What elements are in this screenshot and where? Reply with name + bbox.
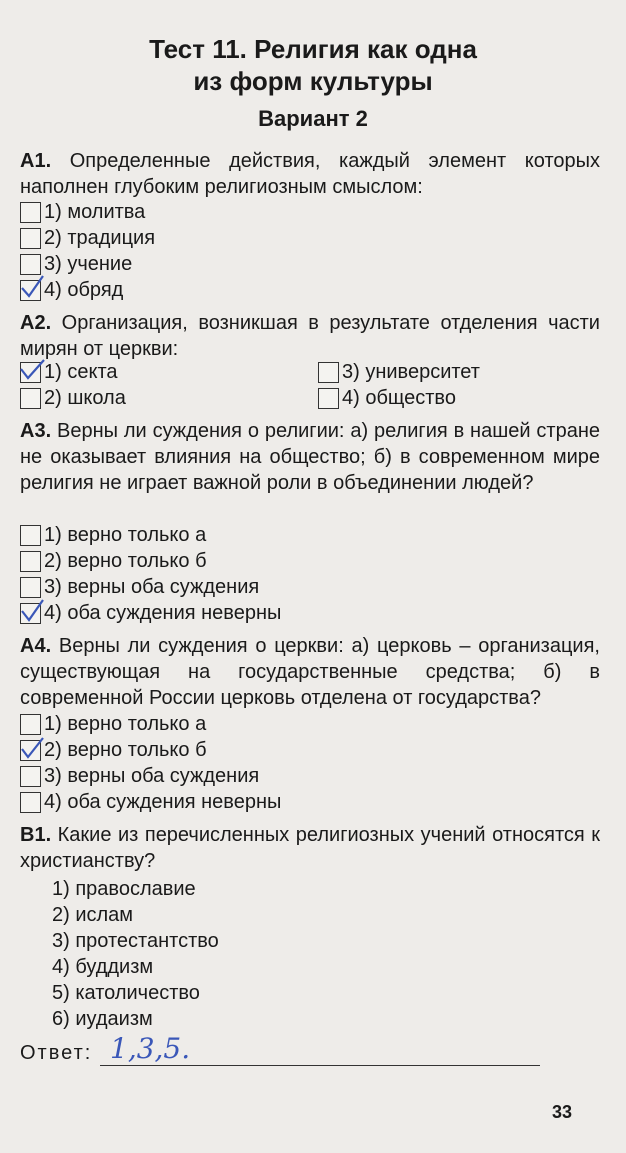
option-label: 3) верны оба суждения	[44, 576, 260, 598]
test-title-line-1: Тест 11. Религия как одна	[149, 34, 477, 64]
a2-option-2[interactable]	[20, 386, 126, 410]
checkbox[interactable]	[20, 714, 41, 735]
a1-option-2[interactable]	[20, 226, 155, 250]
a3-option-1[interactable]	[20, 523, 206, 547]
page-number: 33	[552, 1102, 573, 1122]
question-a4	[20, 633, 600, 711]
checkbox-checked[interactable]	[20, 740, 41, 761]
question-text: Определенные действия, каждый элемент которых наполнен глубоким религиозным смыслом:	[20, 150, 600, 198]
question-text: Верны ли суждения о церкви: а) церковь – организация, существующая на государственные средства; б) в современной России церковь отделена от государства?	[20, 635, 600, 709]
option-label: 2) верно только б	[44, 739, 207, 761]
a1-option-3[interactable]	[20, 252, 132, 276]
checkmark-icon	[19, 597, 45, 625]
checkbox[interactable]	[20, 766, 41, 787]
option-label: 3) верны оба суждения	[44, 765, 260, 787]
option-label: 1) секта	[44, 361, 118, 383]
answer-line	[100, 1065, 540, 1066]
checkmark-icon	[19, 274, 45, 302]
question-text: Верны ли суждения о религии: а) религия в нашей стране не оказывает влияния на общество; б) в современном мире религия не играет важной роли в объединении людей?	[20, 420, 600, 494]
option-label: 2) традиция	[44, 227, 156, 249]
question-a2	[20, 310, 600, 362]
a1-option-1[interactable]	[20, 200, 145, 224]
checkmark-icon	[19, 734, 45, 762]
option-label: 1) молитва	[44, 201, 146, 223]
a2-option-1[interactable]	[20, 360, 118, 384]
checkbox[interactable]	[20, 228, 41, 249]
question-number: А3.	[20, 420, 52, 442]
question-number: В1.	[20, 824, 52, 846]
checkbox[interactable]	[20, 254, 41, 275]
checkbox[interactable]	[318, 362, 339, 383]
option-label: 4) оба суждения неверны	[44, 791, 282, 813]
b1-item-1: 1) православие	[52, 878, 196, 900]
option-label: 2) верно только б	[44, 550, 207, 572]
checkbox[interactable]	[20, 551, 41, 572]
checkbox[interactable]	[20, 577, 41, 598]
question-b1	[20, 822, 600, 874]
answer-handwritten[interactable]: 1,3,5.	[110, 1032, 191, 1065]
question-text: Какие из перечисленных религиозных учений относятся к христианству?	[20, 824, 600, 872]
a1-option-4[interactable]	[20, 278, 123, 302]
b1-item-6: 6) иудаизм	[52, 1008, 153, 1030]
question-a3	[20, 418, 600, 496]
a3-option-2[interactable]	[20, 549, 207, 573]
checkbox[interactable]	[20, 202, 41, 223]
b1-item-4: 4) буддизм	[52, 956, 154, 978]
option-label: 1) верно только а	[44, 524, 207, 546]
question-number: А2.	[20, 312, 52, 334]
b1-item-5: 5) католичество	[52, 982, 200, 1004]
checkbox-checked[interactable]	[20, 603, 41, 624]
b1-item-3: 3) протестантство	[52, 930, 219, 952]
checkbox-checked[interactable]	[20, 362, 41, 383]
variant-heading: Вариант 2	[258, 106, 368, 131]
b1-item-2: 2) ислам	[52, 904, 134, 926]
option-label: 4) оба суждения неверны	[44, 602, 282, 624]
a2-option-4[interactable]	[318, 386, 456, 410]
a4-option-1[interactable]	[20, 712, 206, 736]
option-label: 2) школа	[44, 387, 126, 409]
a4-option-3[interactable]	[20, 764, 259, 788]
checkbox-checked[interactable]	[20, 280, 41, 301]
a2-option-3[interactable]	[318, 360, 480, 384]
option-label: 4) общество	[342, 387, 456, 409]
checkbox[interactable]	[318, 388, 339, 409]
a4-option-2[interactable]	[20, 738, 207, 762]
a3-option-3[interactable]	[20, 575, 259, 599]
checkbox[interactable]	[20, 525, 41, 546]
option-label: 1) верно только а	[44, 713, 207, 735]
option-label: 4) обряд	[44, 279, 124, 301]
a3-option-4[interactable]	[20, 601, 281, 625]
a4-option-4[interactable]	[20, 790, 281, 814]
question-a1	[20, 148, 600, 200]
test-title-line-2: из форм культуры	[193, 66, 433, 96]
checkmark-icon	[19, 356, 45, 384]
question-text: Организация, возникшая в результате отделения части мирян от церкви:	[20, 312, 600, 360]
answer-label: Ответ:	[20, 1042, 93, 1064]
question-number: А1.	[20, 150, 52, 172]
question-number: А4.	[20, 635, 52, 657]
option-label: 3) университет	[342, 361, 480, 383]
checkbox[interactable]	[20, 388, 41, 409]
checkbox[interactable]	[20, 792, 41, 813]
option-label: 3) учение	[44, 253, 133, 275]
